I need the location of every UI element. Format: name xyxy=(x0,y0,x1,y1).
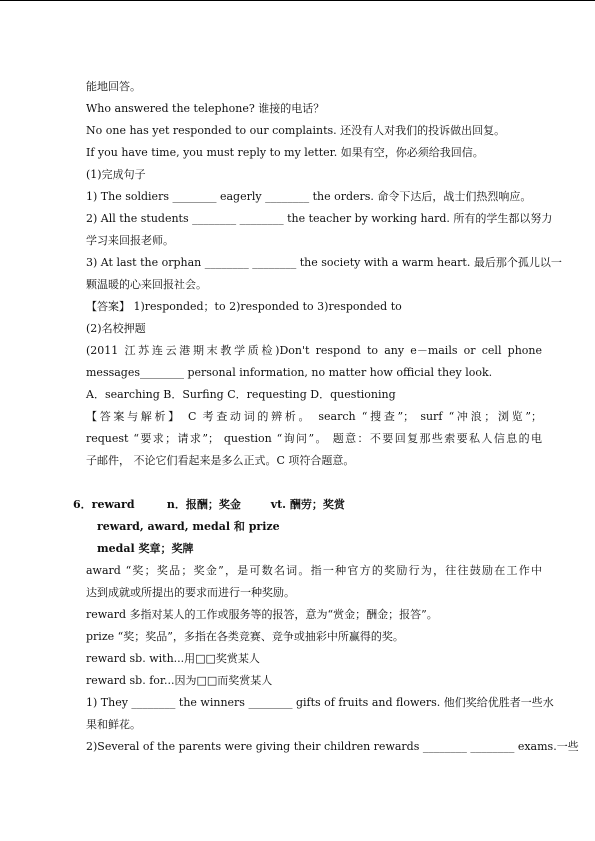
text-line: 能地回答。 xyxy=(86,80,141,93)
subheading: reward, award, medal 和 prize xyxy=(97,520,280,533)
exercise-line: 2)Several of the parents were giving their children rewards ________ ________ exams.一些 xyxy=(86,740,579,753)
text-line: Who answered the telephone? 谁接的电话？ xyxy=(86,102,325,115)
analysis-line: request “要求；请求”； question “询问”。 题意：不要回复那些索要私人信息的电 xyxy=(86,432,542,445)
text-line: prize “奖；奖品”，多指在各类竞赛、竞争或抽彩中所赢得的奖。 xyxy=(86,630,404,643)
analysis-line: 【答案与解析】 C 考查动词的辨析。 search “搜查”； surf “冲浪；浏览”； xyxy=(86,410,542,423)
analysis-line: 子邮件， 不论它们看起来是多么正式。C 项符合题意。 xyxy=(86,454,355,467)
options-line: A．searching B．Surfing C．requesting D．questioning xyxy=(86,388,396,401)
text-line: reward sb. with...用□□奖赏某人 xyxy=(86,652,260,665)
text-line: 达到成就或所提出的要求而进行一种奖励。 xyxy=(86,586,295,599)
exercise-line: 学习来回报老师。 xyxy=(86,234,174,247)
subheading: medal 奖章；奖牌 xyxy=(97,542,194,555)
text-line: (1)完成句子 xyxy=(86,168,146,181)
answer-line: 【答案】 1)responded；to 2)responded to 3)responded to xyxy=(86,300,402,313)
text-line: No one has yet responded to our complaints. 还没有人对我们的投诉做出回复。 xyxy=(86,124,506,137)
heading-pos-verb: vt. 酬劳；奖赏 xyxy=(270,498,345,511)
text-line: (2)名校押题 xyxy=(86,322,146,335)
heading-number: 6．reward xyxy=(73,498,135,511)
text-line: If you have time, you must reply to my letter. 如果有空，你必须给我回信。 xyxy=(86,146,484,159)
exercise-line: 2) All the students ________ ________ the teacher by working hard. 所有的学生都以努力 xyxy=(86,212,553,225)
exercise-line: 颗温暖的心来回报社会。 xyxy=(86,278,207,291)
exercise-line: 1) The soldiers ________ eagerly ________ the orders. 命令下达后，战士们热烈响应。 xyxy=(86,190,532,203)
text-line: reward sb. for...因为□□而奖赏某人 xyxy=(86,674,273,687)
exercise-line: 果和鲜花。 xyxy=(86,718,141,731)
question-line: (2011 江苏连云港期末教学质检)Don't respond to any e－mails or cell phone xyxy=(86,344,542,357)
text-line: reward 多指对某人的工作或服务等的报答，意为“赏金；酬金；报答”。 xyxy=(86,608,438,621)
exercise-line: 1) They ________ the winners ________ gifts of fruits and flowers. 他们奖给优胜者一些水 xyxy=(86,696,554,709)
heading-pos-noun: n．报酬；奖金 xyxy=(166,498,241,511)
section-heading xyxy=(73,498,529,512)
question-line: messages________ personal information, no matter how official they look. xyxy=(86,366,493,379)
exercise-line: 3) At last the orphan ________ ________ the society with a warm heart. 最后那个孤儿以一 xyxy=(86,256,562,269)
text-line: award “奖；奖品；奖金”，是可数名词。指一种官方的奖励行为，往往鼓励在工作中 xyxy=(86,564,542,577)
